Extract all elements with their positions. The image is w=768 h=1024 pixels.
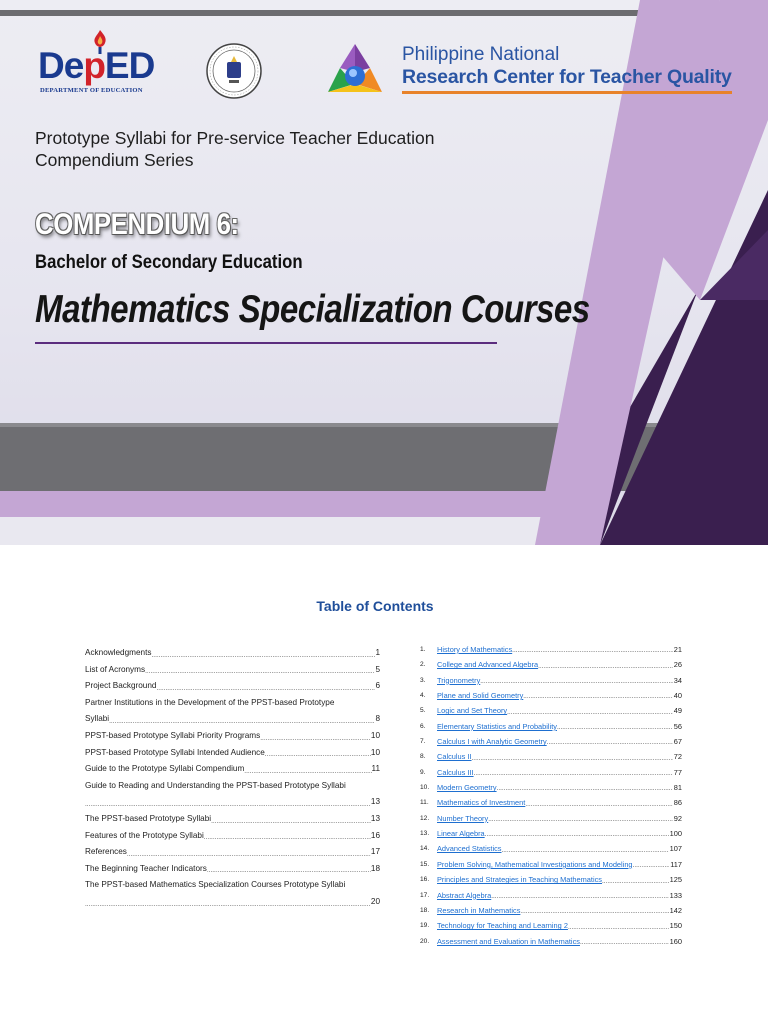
toc-entry[interactable]: ..... 13 (85, 794, 380, 811)
toc-course-entry: 11. Mathematics of Investment ..... 86 (420, 795, 682, 810)
toc-entry[interactable]: PPST-based Prototype Syllabi Priority Programs ..... 10 (85, 728, 380, 745)
toc-course-entry: 17. Abstract Algebra ..... 133 (420, 888, 682, 903)
toc-course-entry: 14. Advanced Statistics ..... 107 (420, 841, 682, 856)
toc-course-link[interactable]: Calculus I with Analytic Geometry (437, 737, 547, 747)
toc-entry[interactable]: List of Acronyms ..... 5 (85, 662, 380, 679)
title-underline (35, 342, 497, 344)
toc-course-entry: 15. Problem Solving, Mathematical Investigations and Modeling ..... 117 (420, 857, 682, 872)
series-title (35, 127, 434, 171)
toc-course-entry: 20. Assessment and Evaluation in Mathematics ..... 160 (420, 934, 682, 949)
nrctq-name-line2: Research Center for Teacher Quality (402, 66, 732, 88)
toc-course-link[interactable]: Logic and Set Theory (437, 706, 508, 716)
toc-course-link[interactable]: Problem Solving, Mathematical Investigations and Modeling (437, 859, 633, 869)
toc-left-column (85, 645, 380, 911)
toc-course-entry: 10. Modern Geometry ..... 81 (420, 780, 682, 795)
toc-entry-line1[interactable]: The PPST-based Mathematics Specialization Courses Prototype Syllabi (85, 880, 346, 890)
toc-entry[interactable]: Acknowledgments ..... 1 (85, 645, 380, 662)
toc-right-column (420, 642, 682, 949)
lavender-band (0, 491, 560, 517)
toc-course-entry: 6. Elementary Statistics and Probability ..... 56 (420, 719, 682, 734)
toc-course-link[interactable]: Principles and Strategies in Teaching Mathematics (437, 875, 603, 885)
deped-logo (38, 28, 178, 100)
nrctq-name (402, 44, 732, 94)
toc-entry[interactable]: Guide to the Prototype Syllabi Compendium ..... 11 (85, 761, 380, 778)
toc-entry[interactable]: The PPST-based Prototype Syllabi ..... 13 (85, 811, 380, 828)
toc-course-entry: 18. Research in Mathematics ..... 142 (420, 903, 682, 918)
teacher-education-council-seal-icon (205, 42, 263, 100)
toc-course-link[interactable]: Technology for Teaching and Learning 2 (437, 921, 568, 931)
toc-entry[interactable]: References ..... 17 (85, 844, 380, 861)
toc-course-link[interactable]: Calculus III (437, 767, 474, 777)
toc-course-entry: 19. Technology for Teaching and Learning 2 ..... 150 (420, 918, 682, 933)
toc-course-link[interactable]: Plane and Solid Geometry (437, 691, 524, 701)
toc-course-entry: 2. College and Advanced Algebra ..... 26 (420, 657, 682, 672)
toc-course-entry: 1. History of Mathematics ..... 21 (420, 642, 682, 657)
toc-course-link[interactable]: Elementary Statistics and Probability (437, 721, 557, 731)
toc-course-link[interactable]: History of Mathematics (437, 645, 513, 654)
toc-course-entry: 13. Linear Algebra ..... 100 (420, 826, 682, 841)
toc-entry[interactable]: Features of the Prototype Syllabi ..... 16 (85, 828, 380, 845)
program-name: Bachelor of Secondary Education (35, 252, 303, 273)
series-title-line2: Compendium Series (35, 150, 194, 170)
toc-course-link[interactable]: Research in Mathematics (437, 905, 521, 915)
main-title: Mathematics Specialization Courses (35, 288, 590, 331)
toc-entry[interactable]: PPST-based Prototype Syllabi Intended Audience ..... 10 (85, 745, 380, 762)
toc-course-entry: 8. Calculus II ..... 72 (420, 749, 682, 764)
toc-course-entry: 5. Logic and Set Theory ..... 49 (420, 703, 682, 718)
toc-course-entry: 12. Number Theory ..... 92 (420, 811, 682, 826)
toc-entry[interactable]: Syllabi ..... 8 (85, 711, 380, 728)
series-title-line1: Prototype Syllabi for Pre-service Teacher Education (35, 128, 435, 148)
toc-course-link[interactable]: Abstract Algebra (437, 890, 492, 900)
toc-course-entry: 4. Plane and Solid Geometry ..... 40 (420, 688, 682, 703)
nrctq-underline (402, 91, 732, 94)
toc-entry[interactable]: The Beginning Teacher Indicators ..... 18 (85, 861, 380, 878)
toc-course-link[interactable]: Assessment and Evaluation in Mathematics (437, 936, 580, 946)
toc-course-link[interactable]: Calculus II (437, 752, 472, 762)
toc-entry[interactable]: ..... 20 (85, 894, 380, 911)
toc-course-link[interactable]: College and Advanced Algebra (437, 660, 539, 670)
toc-course-link[interactable]: Mathematics of Investment (437, 798, 526, 808)
nrctq-logo-icon (326, 42, 384, 96)
toc-course-link[interactable]: Trigonometry (437, 675, 481, 685)
gray-band-highlight (0, 423, 768, 427)
nrctq-name-line1: Philippine National (402, 44, 560, 65)
toc-course-entry: 3. Trigonometry ..... 34 (420, 673, 682, 688)
toc-course-link[interactable]: Modern Geometry (437, 783, 497, 793)
light-band (0, 517, 560, 545)
toc-entry-line1[interactable]: Partner Institutions in the Development of the PPST-based Prototype (85, 697, 335, 707)
toc-course-entry: 16. Principles and Strategies in Teaching Mathematics ..... 125 (420, 872, 682, 887)
toc-course-link[interactable]: Linear Algebra (437, 829, 485, 839)
compendium-heading: COMPENDIUM 6: (35, 208, 239, 241)
toc-course-entry: 9. Calculus III ..... 77 (420, 765, 682, 780)
toc-course-entry: 7. Calculus I with Analytic Geometry ..... 67 (420, 734, 682, 749)
toc-entry[interactable]: Project Background ..... 6 (85, 678, 380, 695)
deped-subtitle: DEPARTMENT OF EDUCATION (40, 87, 143, 94)
toc-course-link[interactable]: Number Theory (437, 813, 489, 823)
toc-heading: Table of Contents (316, 598, 434, 614)
toc-entry-line1[interactable]: Guide to Reading and Understanding the PPST-based Prototype Syllabi (85, 780, 346, 790)
toc-course-link[interactable]: Advanced Statistics (437, 844, 502, 854)
deped-wordmark: DepED (38, 45, 155, 86)
